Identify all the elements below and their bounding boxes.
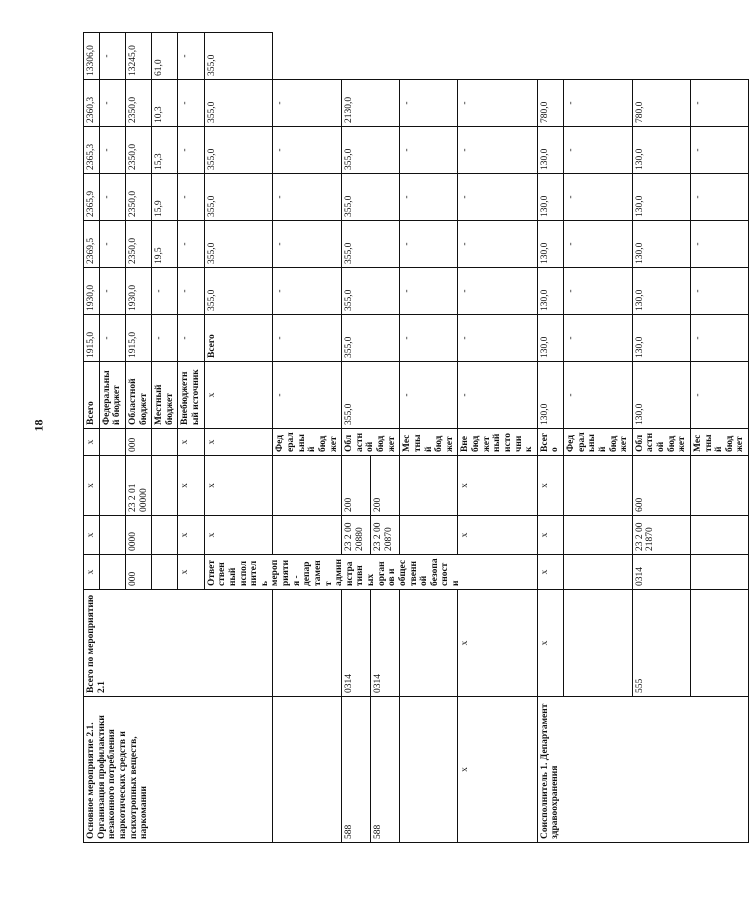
- table-cell: -: [178, 127, 204, 174]
- table-cell: [690, 590, 748, 697]
- table-cell: 780,0: [632, 80, 690, 127]
- table-cell: -: [400, 362, 458, 429]
- table-cell: -: [273, 268, 342, 315]
- table-cell: -: [458, 221, 537, 268]
- table-cell: 130,0: [537, 127, 563, 174]
- table-body: [84, 33, 749, 843]
- table-cell: 1915,0: [125, 315, 151, 362]
- table-cell: 000: [125, 555, 151, 590]
- table-cell: Местный бюджет: [400, 429, 458, 456]
- table-cell: 2365,9: [84, 174, 100, 221]
- table-cell: -: [273, 127, 342, 174]
- table-cell: -: [458, 127, 537, 174]
- table-cell: -: [564, 362, 633, 429]
- table-cell: [273, 456, 342, 516]
- table-cell: 200: [371, 456, 400, 516]
- table-cell: Федеральный бюджет: [273, 429, 342, 456]
- row-resp-obl-a: [342, 33, 371, 843]
- table-cell: -: [458, 315, 537, 362]
- table-cell: -: [178, 268, 204, 315]
- table-cell: -: [400, 315, 458, 362]
- table-cell: x: [537, 590, 563, 697]
- table-cell: 130,0: [632, 127, 690, 174]
- table-cell: x: [178, 516, 204, 555]
- table-cell: x: [537, 456, 563, 516]
- table-cell: 130,0: [632, 362, 690, 429]
- table-cell: -: [690, 221, 748, 268]
- table-cell: 61,0: [152, 33, 178, 80]
- table-cell: 355,0: [204, 268, 273, 315]
- table-cell: Местный бюджет: [690, 429, 748, 456]
- row-resp-ext: [458, 33, 537, 843]
- table-cell: -: [564, 174, 633, 221]
- table-cell: [690, 516, 748, 555]
- table-cell: 355,0: [204, 33, 273, 80]
- table-cell: -: [564, 80, 633, 127]
- table-cell: -: [564, 127, 633, 174]
- table-cell: -: [690, 268, 748, 315]
- table-cell: 355,0: [204, 80, 273, 127]
- table-cell: Всего: [84, 362, 100, 429]
- table-cell: 13245,0: [125, 33, 151, 80]
- table-cell: -: [99, 174, 125, 221]
- table-cell: Соисполнитель 1. Департамент здравоохранения: [537, 697, 748, 843]
- table-cell: 2350,0: [125, 174, 151, 221]
- page-number: 18: [31, 419, 46, 432]
- table-cell: Всего: [204, 315, 273, 362]
- table-cell: [152, 555, 178, 590]
- table-cell: x: [84, 516, 100, 555]
- table-cell: -: [99, 221, 125, 268]
- table-cell: 1915,0: [84, 315, 100, 362]
- table-cell: 0314: [632, 555, 690, 590]
- table-cell: 130,0: [537, 268, 563, 315]
- table-cell: -: [690, 315, 748, 362]
- table-cell: -: [178, 174, 204, 221]
- table-cell: Внебюджетный источник: [178, 362, 204, 429]
- table-cell: x: [84, 555, 100, 590]
- table-cell: Основное мероприятие 2.1. Организация профилактики незаконного потребления наркотических средств и психотропных веществ, наркомании: [84, 697, 273, 843]
- table-cell: -: [99, 315, 125, 362]
- table-cell: 15,9: [152, 174, 178, 221]
- table-cell: [273, 697, 342, 843]
- table-cell: 600: [632, 456, 690, 516]
- table-cell: Всего по мероприятию 2.1: [84, 590, 273, 697]
- table-cell: -: [273, 80, 342, 127]
- table-cell: 0314: [371, 590, 400, 697]
- table-cell: -: [458, 80, 537, 127]
- table-cell: [99, 456, 125, 516]
- table-cell: 355,0: [342, 221, 400, 268]
- table-cell: 130,0: [632, 268, 690, 315]
- table-cell: -: [99, 33, 125, 80]
- table-cell: 2130,0: [342, 80, 400, 127]
- table-cell: 130,0: [632, 315, 690, 362]
- table-cell: 1930,0: [125, 268, 151, 315]
- table-cell: 588: [371, 697, 400, 843]
- table-cell: -: [273, 362, 342, 429]
- table-cell: x: [537, 555, 563, 590]
- table-cell: x: [178, 456, 204, 516]
- row-resp-loc: [400, 33, 458, 843]
- table-cell: [400, 516, 458, 555]
- table-cell: [99, 555, 125, 590]
- table-cell: Всего: [537, 429, 563, 456]
- table-cell: 588: [342, 697, 371, 843]
- table-cell: -: [99, 80, 125, 127]
- table-cell: x: [204, 456, 273, 516]
- table-cell: -: [690, 362, 748, 429]
- table-cell: [152, 456, 178, 516]
- table-cell: Областной бюджет: [632, 429, 690, 456]
- table-cell: [564, 590, 633, 697]
- row-co-total: [537, 33, 563, 843]
- table-cell: -: [400, 174, 458, 221]
- table-cell: 355,0: [204, 127, 273, 174]
- table-cell: 13306,0: [84, 33, 100, 80]
- table-cell: -: [273, 174, 342, 221]
- budget-table: [83, 32, 749, 843]
- table-cell: 355,0: [204, 221, 273, 268]
- table-cell: Федеральный бюджет: [564, 429, 633, 456]
- table-cell: -: [99, 127, 125, 174]
- table-cell: -: [400, 80, 458, 127]
- table-cell: Местный бюджет: [152, 362, 178, 429]
- table-cell: -: [273, 315, 342, 362]
- table-cell: [152, 429, 178, 456]
- table-cell: [690, 555, 748, 590]
- table-cell: -: [458, 268, 537, 315]
- table-cell: x: [204, 362, 273, 429]
- table-cell: 0314: [342, 590, 371, 697]
- table-cell: Внебюджетный источник: [458, 429, 537, 456]
- table-cell: -: [178, 33, 204, 80]
- table-cell: -: [690, 127, 748, 174]
- table-cell: [690, 456, 748, 516]
- table-cell: [400, 456, 458, 516]
- table-cell: 355,0: [342, 174, 400, 221]
- table-cell: 355,0: [204, 174, 273, 221]
- table-cell: x: [178, 429, 204, 456]
- table-cell: [152, 516, 178, 555]
- table-cell: x: [458, 516, 537, 555]
- table-cell: [273, 590, 342, 697]
- table-cell: 2350,0: [125, 80, 151, 127]
- table-cell: x: [458, 590, 537, 697]
- table-cell: 200: [342, 456, 371, 516]
- table-cell: 2360,3: [84, 80, 100, 127]
- table-cell: 355,0: [342, 268, 400, 315]
- table-cell: -: [273, 221, 342, 268]
- table-cell: [99, 429, 125, 456]
- table-cell: x: [84, 429, 100, 456]
- table-cell: [273, 516, 342, 555]
- table-cell: 23 2 01 00000: [125, 456, 151, 516]
- row-resp-fed: [273, 33, 342, 843]
- table-cell: 130,0: [632, 221, 690, 268]
- table-cell: x: [204, 516, 273, 555]
- table-cell: 19,5: [152, 221, 178, 268]
- table-cell: 2350,0: [125, 221, 151, 268]
- table-cell: -: [178, 80, 204, 127]
- table-cell: Федеральный бюджет: [99, 362, 125, 429]
- table-cell: x: [84, 456, 100, 516]
- row-mer-total: [84, 33, 100, 843]
- table-cell: 355,0: [342, 315, 400, 362]
- table-cell: x: [537, 516, 563, 555]
- table-cell: 2365,3: [84, 127, 100, 174]
- table-cell: 000: [125, 429, 151, 456]
- table-cell: [564, 555, 633, 590]
- table-cell: 2369,5: [84, 221, 100, 268]
- table-cell: 355,0: [342, 362, 400, 429]
- table-cell: Областной бюджет: [342, 429, 400, 456]
- table-cell: 130,0: [537, 315, 563, 362]
- table-cell: 130,0: [537, 362, 563, 429]
- table-cell: x: [178, 555, 204, 590]
- table-cell: x: [458, 456, 537, 516]
- table-cell: -: [152, 268, 178, 315]
- table-cell: [564, 456, 633, 516]
- table-cell: -: [564, 268, 633, 315]
- table-cell: 23 2 00 20870: [371, 516, 400, 555]
- table-cell: 130,0: [537, 174, 563, 221]
- table-cell: 1930,0: [84, 268, 100, 315]
- table-cell: -: [458, 362, 537, 429]
- table-cell: 130,0: [537, 221, 563, 268]
- table-cell: 555: [632, 590, 690, 697]
- table-cell: -: [99, 268, 125, 315]
- table-cell: -: [178, 221, 204, 268]
- table-cell: -: [400, 127, 458, 174]
- table-cell: 0000: [125, 516, 151, 555]
- table-cell: Ответственный исполнитель мероприятия - департамент административных органов и общественной безопасности: [204, 555, 537, 590]
- table-cell: -: [564, 315, 633, 362]
- table-cell: 130,0: [632, 174, 690, 221]
- table-cell: x: [458, 697, 537, 843]
- table-cell: Областной бюджет: [125, 362, 151, 429]
- table-cell: 23 2 00 21870: [632, 516, 690, 555]
- table-cell: -: [564, 221, 633, 268]
- table-cell: 2350,0: [125, 127, 151, 174]
- table-cell: 355,0: [342, 127, 400, 174]
- table-cell: -: [400, 268, 458, 315]
- table-cell: -: [690, 174, 748, 221]
- table-cell: 15,3: [152, 127, 178, 174]
- table-cell: 780,0: [537, 80, 563, 127]
- table-cell: 10,3: [152, 80, 178, 127]
- table-cell: -: [458, 174, 537, 221]
- table-cell: [564, 516, 633, 555]
- table-cell: -: [178, 315, 204, 362]
- table-cell: [99, 516, 125, 555]
- table-cell: [400, 590, 458, 697]
- table-cell: x: [204, 429, 273, 456]
- rotated-table-container: [83, 33, 746, 843]
- table-cell: [400, 697, 458, 843]
- table-cell: -: [152, 315, 178, 362]
- table-cell: -: [690, 80, 748, 127]
- table-cell: -: [400, 221, 458, 268]
- table-cell: 23 2 00 20880: [342, 516, 371, 555]
